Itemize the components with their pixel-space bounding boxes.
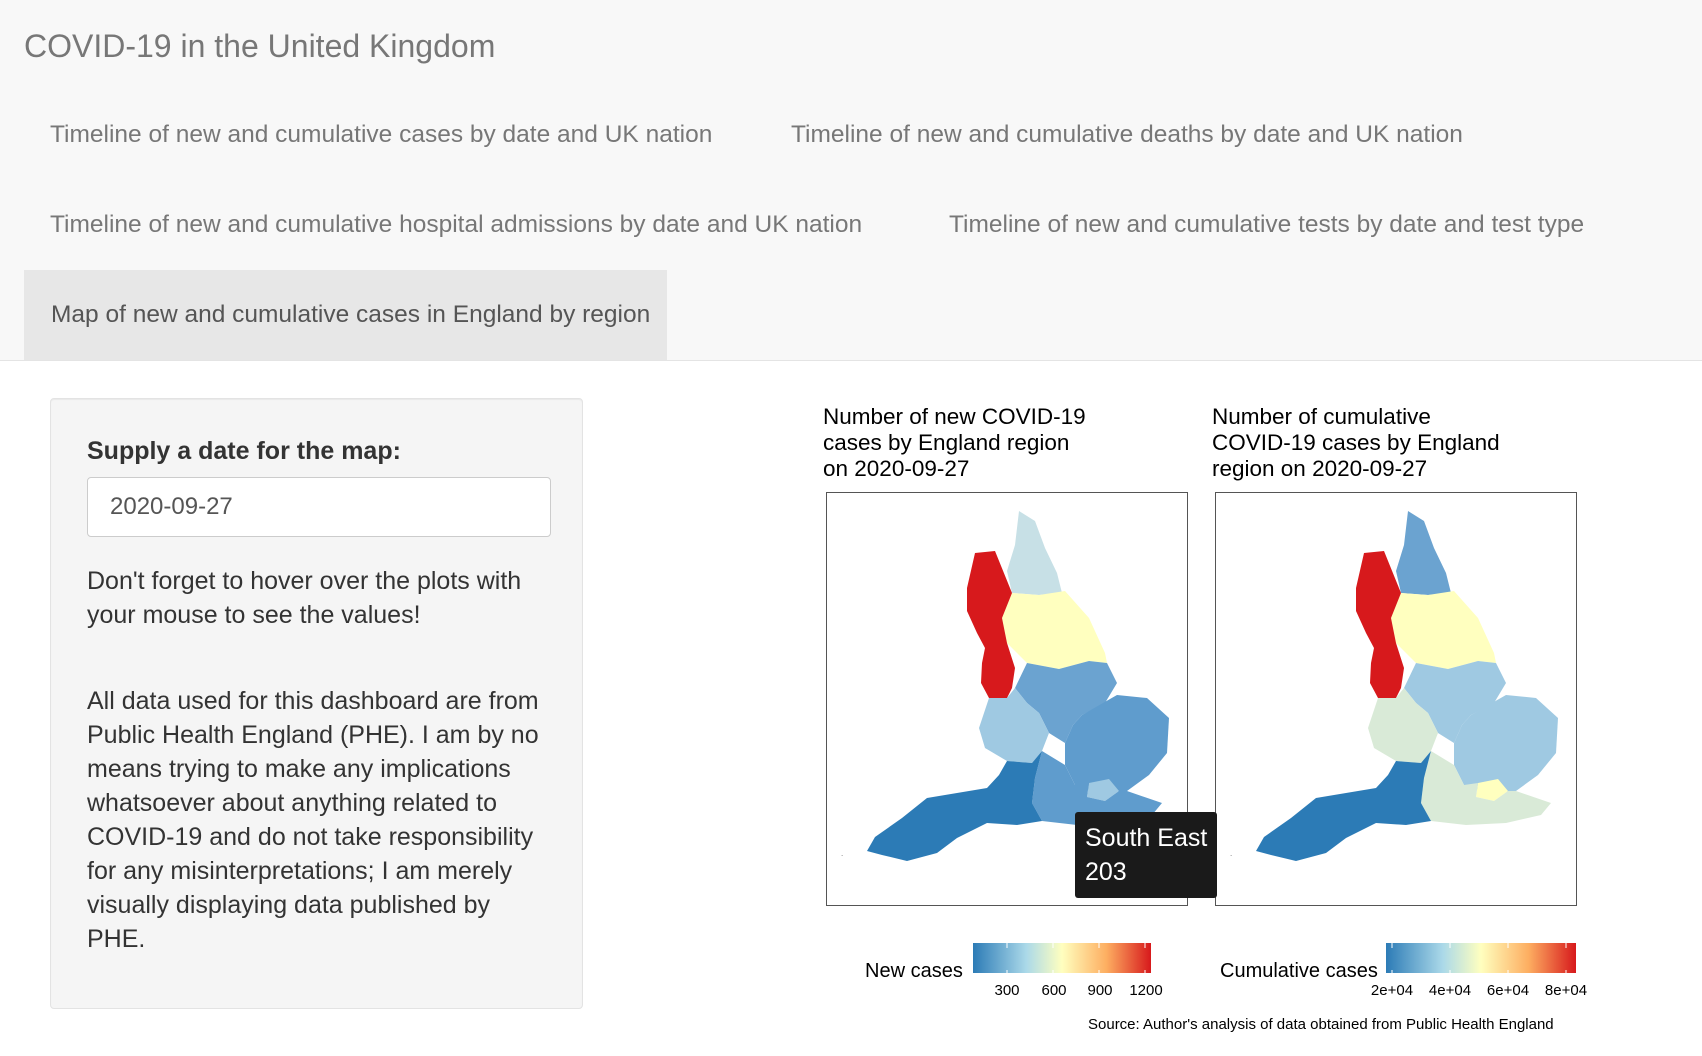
source-caption: Source: Author's analysis of data obtained from Public Health England (1088, 1016, 1554, 1033)
new-cases-tick: 900 (1087, 982, 1113, 999)
title-line: Number of cumulative (1212, 404, 1431, 429)
new-cases-legend-title: New cases (865, 960, 963, 982)
cumulative-cases-legend-title: Cumulative cases (1220, 960, 1378, 982)
title-line: Number of new COVID-19 (823, 404, 1086, 429)
cumulative-cases-tick: 8e+04 (1544, 982, 1588, 999)
date-input[interactable] (87, 477, 551, 537)
tooltip-region: South East (1085, 824, 1208, 852)
cumulative-cases-map-title (1212, 404, 1542, 482)
navbar (0, 0, 1702, 361)
new-cases-map-title (823, 404, 1153, 482)
cumulative-cases-tick: 2e+04 (1370, 982, 1414, 999)
region-north-east[interactable] (1007, 511, 1062, 595)
disclaimer-text: All data used for this dashboard are from Public Health England (PHE). I am by no means trying to make any implications whatsoever about anything related to COVID-19 and do not take responsibility for any misinterpretations; I am merely visually displaying data published by PHE. (87, 687, 539, 953)
hover-tooltip (1075, 812, 1217, 898)
tab-tests-timeline[interactable]: Timeline of new and cumulative tests by date and test type (949, 211, 1585, 238)
region-south-west[interactable] (867, 751, 1042, 861)
region-yorkshire[interactable] (1391, 591, 1496, 669)
tab-hospital-admissions-timeline[interactable]: Timeline of new and cumulative hospital admissions by date and UK nation (50, 211, 863, 238)
title-line: on 2020-09-27 (823, 456, 970, 481)
title-line: cases by England region (823, 430, 1070, 455)
cumulative-cases-map-panel (1215, 492, 1577, 906)
region-south-west[interactable] (1256, 751, 1431, 861)
sidebar-panel (50, 398, 583, 1009)
region-north-east[interactable] (1396, 511, 1451, 595)
cumulative-cases-colorbar (1386, 943, 1576, 973)
cumulative-cases-tick: 4e+04 (1428, 982, 1472, 999)
region-yorkshire[interactable] (1002, 591, 1107, 669)
svg-text:·: · (841, 852, 844, 860)
title-line: COVID-19 cases by England (1212, 430, 1500, 455)
new-cases-colorbar (973, 943, 1151, 973)
tab-deaths-timeline[interactable]: Timeline of new and cumulative deaths by date and UK nation (791, 121, 1463, 148)
cumulative-cases-tick: 6e+04 (1486, 982, 1530, 999)
tab-map-england-regions[interactable]: Map of new and cumulative cases in England by region (24, 270, 667, 360)
new-cases-tick: 1200 (1129, 982, 1163, 999)
new-cases-tick: 600 (1041, 982, 1067, 999)
date-input-label: Supply a date for the map: (87, 437, 401, 465)
hover-note: Don't forget to hover over the plots with your mouse to see the values! (87, 567, 522, 629)
tooltip-value: 203 (1085, 858, 1127, 886)
tab-cases-timeline[interactable]: Timeline of new and cumulative cases by date and UK nation (50, 121, 713, 148)
title-line: region on 2020-09-27 (1212, 456, 1428, 481)
svg-text:·: · (1230, 852, 1233, 860)
cumulative-cases-map (1216, 493, 1576, 905)
new-cases-tick: 300 (994, 982, 1020, 999)
app-title: COVID-19 in the United Kingdom (24, 28, 496, 64)
